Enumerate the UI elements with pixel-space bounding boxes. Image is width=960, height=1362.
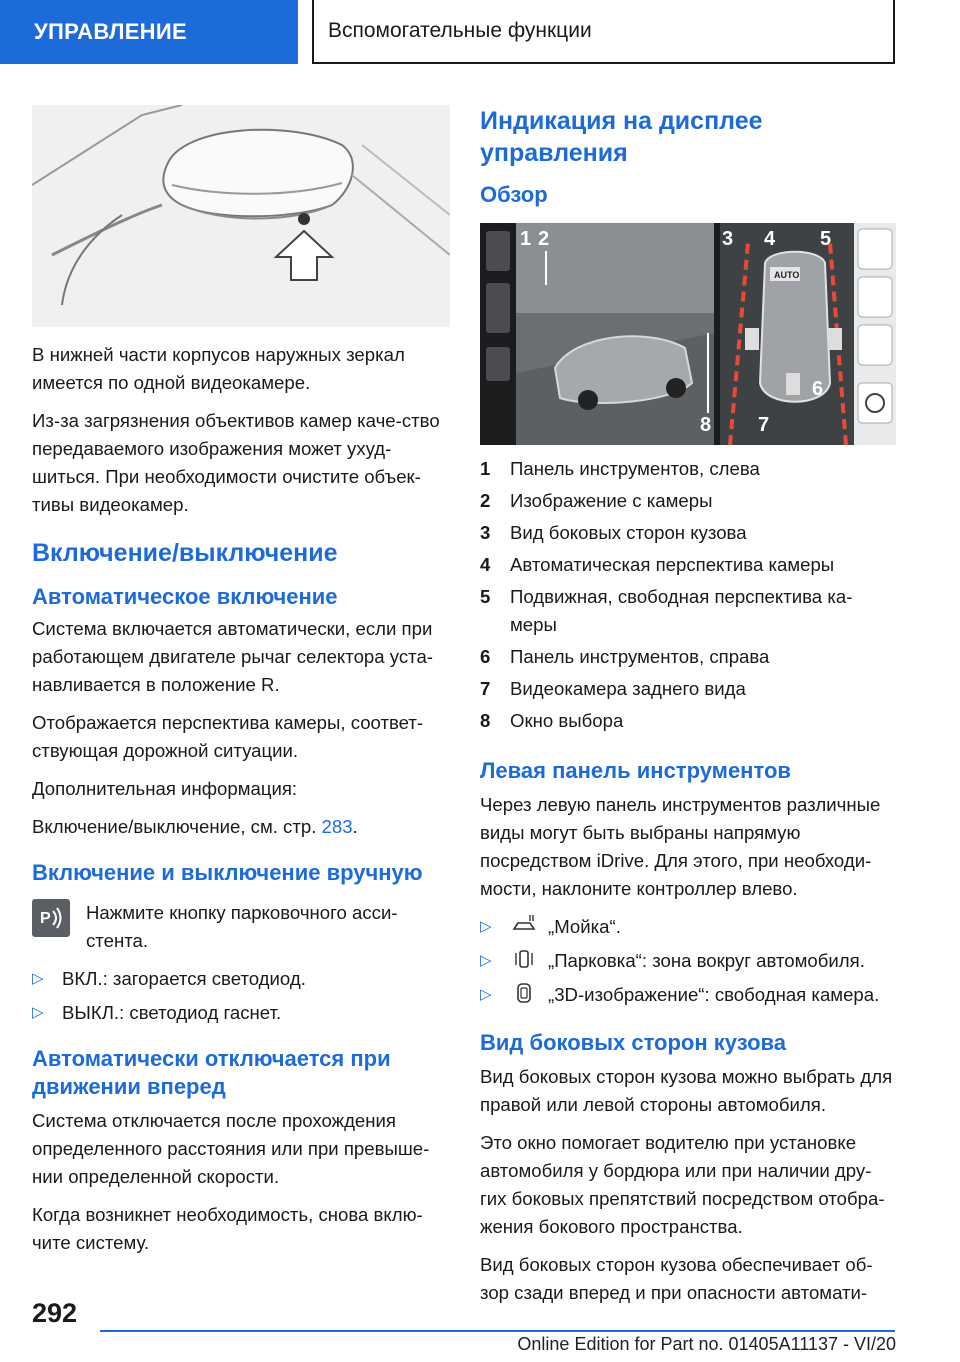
paragraph: Отображается перспектива камеры, соответ-ствующая дорожной ситуации. xyxy=(32,712,424,761)
callout-4: 4 xyxy=(764,228,776,250)
heading-overview: Обзор xyxy=(480,182,548,207)
page-header-title: Вспомогательные функции xyxy=(312,0,895,64)
legend-row xyxy=(480,675,896,703)
callout-2: 2 xyxy=(538,228,550,250)
section-tab: УПРАВЛЕНИЕ xyxy=(0,0,298,64)
triangle-bullet-icon: ▷ xyxy=(480,952,492,969)
button-instruction: Нажмите кнопку парковочного асси-стента. xyxy=(86,902,398,951)
parking-view-icon xyxy=(510,947,538,971)
reference-suffix: . xyxy=(352,816,358,837)
triangle-bullet-icon: ▷ xyxy=(480,986,492,1003)
heading-left-panel: Левая панель инструментов xyxy=(480,758,791,783)
callout-8: 8 xyxy=(700,414,712,436)
legend-number: 1 xyxy=(480,458,491,479)
legend-row xyxy=(480,583,896,639)
legend-text: Изображение с камеры xyxy=(510,490,713,511)
callout-7: 7 xyxy=(758,414,770,436)
paragraph: Вид боковых сторон кузова можно выбрать для правой или левой стороны автомобиля. xyxy=(480,1066,893,1115)
legend-row xyxy=(480,551,896,579)
display-figure-svg xyxy=(480,223,896,445)
legend-text: Вид боковых сторон кузова xyxy=(510,522,747,543)
footer-divider xyxy=(100,1330,895,1332)
rear-camera-icon xyxy=(786,373,800,395)
callout-1: 1 xyxy=(520,228,532,250)
page-number: 292 xyxy=(32,1298,78,1328)
legend-row xyxy=(480,455,896,483)
callout-3: 3 xyxy=(722,228,734,250)
legend-row xyxy=(480,487,896,515)
heading-auto-on: Автоматическое включение xyxy=(32,584,338,609)
left-column xyxy=(32,105,450,1257)
legend-number: 8 xyxy=(480,710,491,731)
list-item xyxy=(32,965,450,993)
triangle-bullet-icon: ▷ xyxy=(32,970,44,987)
callout-6: 6 xyxy=(812,378,824,400)
page-link[interactable]: 283 xyxy=(321,816,353,837)
legend-text: Подвижная, свободная перспектива ка-меры xyxy=(510,586,853,635)
car-wash-icon xyxy=(486,231,510,271)
car-wash-icon xyxy=(510,913,538,937)
park-assist-button-icon xyxy=(32,899,70,937)
paragraph: Система включается автоматически, если при работающем двигателе рычаг селектора уста-навливается в положение R. xyxy=(32,618,433,695)
3d-view-icon xyxy=(486,347,510,381)
paragraph: Через левую панель инструментов различные виды могут быть выбраны напрямую посредством iDrive. Для этого, при необходи-мости, наклоните контроллер влево. xyxy=(480,794,881,899)
paragraph: Вид боковых сторон кузова обеспечивает об-зор сзади вперед и при опасности автомати- xyxy=(480,1254,873,1303)
control-display-figure xyxy=(480,223,896,445)
legend-text: Панель инструментов, слева xyxy=(510,458,760,479)
camera-lens-marker xyxy=(298,213,310,225)
legend-number: 4 xyxy=(480,554,491,575)
list-item-text: „3D-изображение“: свободная камера. xyxy=(548,984,880,1005)
legend-number: 5 xyxy=(480,586,491,607)
list-item-text: ВЫКЛ.: светодиод гаснет. xyxy=(62,1002,282,1023)
parking-view-icon xyxy=(486,283,510,333)
list-item-text: „Мойка“. xyxy=(548,916,621,937)
right-column xyxy=(480,105,896,1307)
triangle-bullet-icon: ▷ xyxy=(480,918,492,935)
legend-row xyxy=(480,519,896,547)
list-item xyxy=(480,947,896,975)
led-status-list xyxy=(32,965,450,1027)
3d-view-icon xyxy=(510,981,538,1005)
list-item-text: „Парковка“: зона вокруг автомобиля. xyxy=(548,950,865,971)
paragraph: В нижней части корпусов наружных зеркал имеется по одной видеокамере. xyxy=(32,344,405,393)
legend-row xyxy=(480,707,896,735)
legend-number: 6 xyxy=(480,646,491,667)
paragraph-reference xyxy=(32,813,450,841)
side-camera-icon xyxy=(745,328,759,350)
list-item xyxy=(480,913,896,941)
legend-text: Видеокамера заднего вида xyxy=(510,678,746,699)
paragraph: Это окно помогает водителю при установке автомобиля у бордюра или при наличии дру-гих боковых препятствий посредством отобра-жения бокового пространства. xyxy=(480,1132,885,1237)
side-camera-icon xyxy=(828,328,842,350)
legend-text: Автоматическая перспектива камеры xyxy=(510,554,835,575)
svg-text:P: P xyxy=(40,910,51,927)
paragraph: Когда возникнет необходимость, снова вклю-чите систему. xyxy=(32,1204,423,1253)
paragraph: Система отключается после прохождения определенного расстояния или при превыше-нии определенной скорости. xyxy=(32,1110,430,1187)
paragraph: Дополнительная информация: xyxy=(32,778,298,799)
legend-number: 3 xyxy=(480,522,491,543)
heading-display: Индикация на дисплее управления xyxy=(480,107,763,167)
reference-text: Включение/выключение, см. стр. xyxy=(32,816,322,837)
list-item-text: ВКЛ.: загорается светодиод. xyxy=(62,968,306,989)
park-assist-button-row xyxy=(32,899,450,955)
figure-legend xyxy=(480,455,896,735)
mirror-illustration-svg xyxy=(32,105,450,327)
auto-badge-label: AUTO xyxy=(774,270,800,280)
callout-5: 5 xyxy=(820,228,832,250)
legend-text: Окно выбора xyxy=(510,710,624,731)
list-item xyxy=(32,999,450,1027)
heading-auto-off: Автоматически отключается при движении вперед xyxy=(32,1046,391,1099)
paragraph: Из-за загрязнения объективов камер каче-ство передаваемого изображения может ухуд-шиться. При необходимости очистите объек-тивы видеокамер. xyxy=(32,410,440,515)
mirror-camera-illustration xyxy=(32,105,450,327)
edition-text: Online Edition for Part no. 01405A11137 - VI/20 xyxy=(517,1334,896,1354)
legend-number: 2 xyxy=(480,490,491,511)
legend-number: 7 xyxy=(480,678,491,699)
legend-row xyxy=(480,643,896,671)
left-panel-options-list xyxy=(480,913,896,1009)
heading-side-view: Вид боковых сторон кузова xyxy=(480,1030,787,1055)
legend-text: Панель инструментов, справа xyxy=(510,646,770,667)
heading-manual: Включение и выключение вручную xyxy=(32,860,423,885)
heading-on-off: Включение/выключение xyxy=(32,539,338,567)
list-item xyxy=(480,981,896,1009)
triangle-bullet-icon: ▷ xyxy=(32,1004,44,1021)
